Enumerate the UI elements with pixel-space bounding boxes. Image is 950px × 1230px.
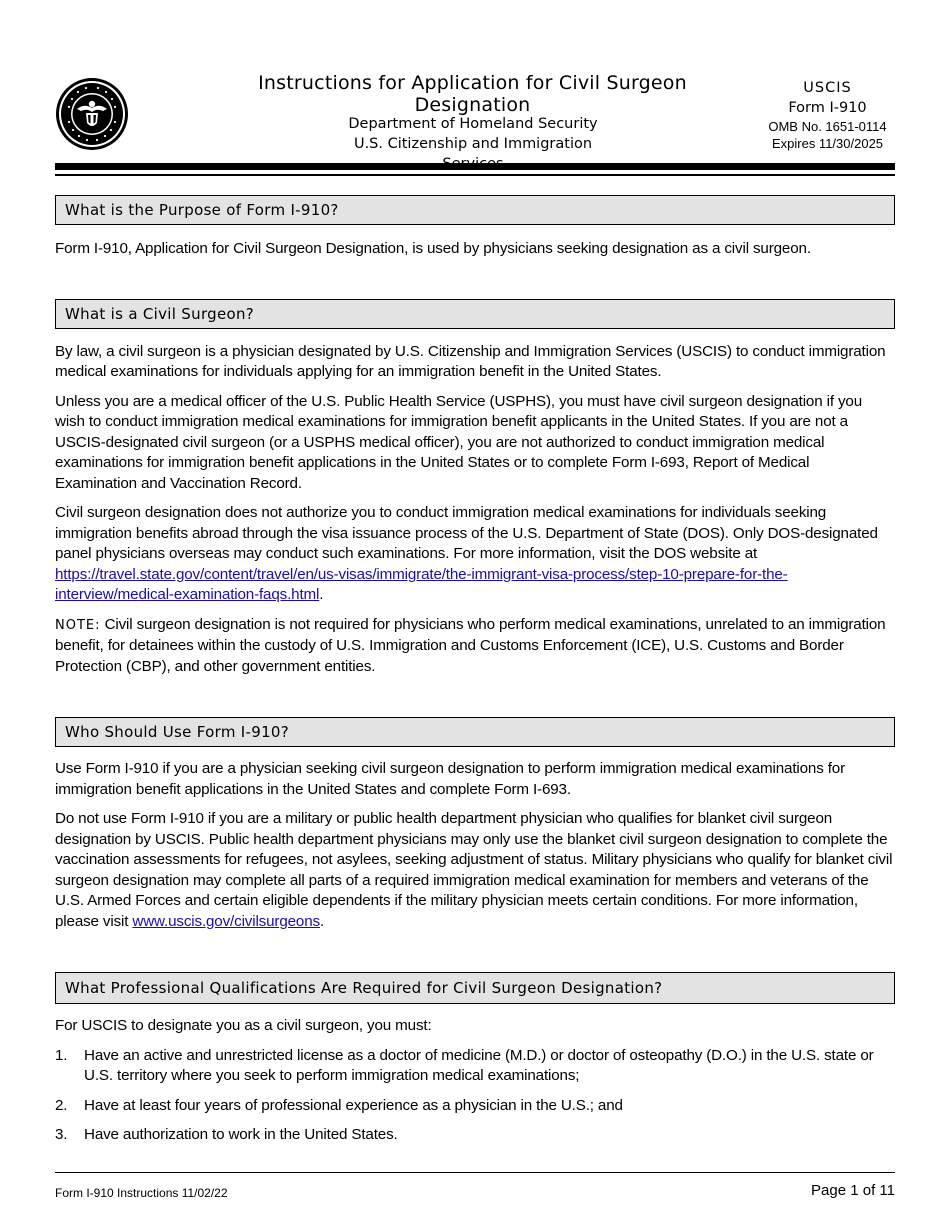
document-page	[55, 0, 895, 1230]
page-number: Page 1 of 11	[811, 1182, 895, 1199]
purpose-paragraph: Form I-910, Application for Civil Surgeon Designation, is used by physicians seeking designation as a civil surgeon.	[55, 240, 811, 257]
list-item-text: Have an active and unrestricted license as a doctor of medicine (M.D.) or doctor of osteopathy (D.O.) in the U.S. state or U.S. territory where you seek to perform immigration medical examinations;	[84, 1046, 874, 1084]
who-paragraph-1: Use Form I-910 if you are a physician seeking civil surgeon designation to perform immigration medical examinations for immigration benefit applications in the United States and complete Form I-693.	[55, 760, 845, 798]
section-heading-qualifications: What Professional Qualifications Are Required for Civil Surgeon Designation?	[55, 972, 895, 1004]
list-item-number: 1.	[55, 1046, 68, 1064]
list-item-number: 2.	[55, 1096, 68, 1114]
department-name: Department of Homeland Security	[348, 116, 598, 132]
section-heading-purpose: What is the Purpose of Form I-910?	[55, 195, 895, 225]
paragraph-end: .	[319, 586, 324, 603]
note-text: Civil surgeon designation is not required for physicians who perform medical examinations, unrelated to an immigration benefit, for detainees within the custody of U.S. Immigration and Customs Enforcement (ICE), U.S. Customs and Border Protection (CBP), and other government entities.	[55, 615, 886, 675]
list-item	[55, 1046, 895, 1087]
agency-name: U.S. Citizenship and Immigration	[353, 136, 593, 152]
document-title: Instructions for Application for Civil Surgeon Designation	[258, 72, 687, 116]
header-rule-thin	[55, 174, 895, 176]
document-body	[55, 195, 895, 1146]
qualifications-list	[55, 1046, 895, 1146]
civil-surgeon-paragraph-1: By law, a civil surgeon is a physician designated by U.S. Citizenship and Immigration Services (USCIS) to conduct immigration medical examinations for individuals applying for an immigration benefit in the United States.	[55, 342, 886, 380]
who-paragraph-2	[55, 809, 895, 932]
dos-medical-exam-faq-link[interactable]: https://travel.state.gov/content/travel/en/us-visas/immigrate/the-immigrant-visa-process/step-10-prepare-for-the-interview/medical-examination-faqs.html	[55, 565, 788, 603]
footer-rule	[55, 1172, 895, 1173]
note-label: NOTE:	[55, 617, 101, 633]
uscis-civil-surgeons-link[interactable]: www.uscis.gov/civilsurgeons	[132, 912, 320, 930]
civil-surgeon-paragraph-2: Unless you are a medical officer of the U.S. Public Health Service (USPHS), you must have civil surgeon designation if you wish to conduct immigration medical examinations for immigration benefit applicants in the United States. If you are not a USCIS-designated civil surgeon (or a USPHS medical officer), you are not authorized to conduct immigration medical examinations for immigration benefit applications in the United States or to complete Form I-693, Report of Medical Examination and Vaccination Record.	[55, 392, 862, 492]
list-item	[55, 1125, 895, 1146]
section-heading-civil-surgeon: What is a Civil Surgeon?	[55, 299, 895, 329]
expiration-date: Expires 11/30/2025	[771, 136, 884, 151]
paragraph-text: Do not use Form I-910 if you are a military or public health department physician who qualifies for blanket civil surgeon designation by USCIS. Public health department physicians may only use the blanket civil surgeon designation to complete the vaccination assessments for refugees, not asylees, seeking adjustment of status. Military physicians who qualify for blanket civil surgeon designation may complete all parts of a required immigration medical examination for members and veterans of the U.S. Armed Forces and certain eligible dependents if the military physician meets certain conditions. For more information, please visit	[55, 810, 893, 930]
section-heading-who-should-use: Who Should Use Form I-910?	[55, 717, 895, 747]
list-item	[55, 1096, 895, 1117]
omb-number: OMB No. 1651-0114	[768, 119, 887, 134]
header-rule-thick	[55, 163, 895, 170]
qualifications-intro: For USCIS to designate you as a civil surgeon, you must:	[55, 1017, 432, 1034]
form-identifier-block	[760, 78, 895, 152]
civil-surgeon-paragraph-3	[55, 503, 895, 606]
paragraph-text: Civil surgeon designation does not authorize you to conduct immigration medical examinations for individuals seeking immigration benefits abroad through the visa issuance process of the U.S. Department of State (DOS). Only DOS-designated panel physicians overseas may conduct such examinations. For more information, visit the DOS website at	[55, 504, 878, 562]
agency-abbreviation: USCIS	[803, 80, 852, 96]
note-paragraph	[55, 615, 895, 678]
paragraph-end: .	[319, 912, 325, 930]
list-item-text: Have at least four years of professional experience as a physician in the U.S.; and	[84, 1096, 623, 1114]
list-item-text: Have authorization to work in the United States.	[84, 1126, 398, 1143]
list-item-number: 3.	[55, 1126, 68, 1143]
dhs-seal-icon	[55, 77, 129, 151]
footer-form-edition: Form I-910 Instructions 11/02/22	[55, 1186, 228, 1200]
form-number: Form I-910	[788, 100, 867, 116]
